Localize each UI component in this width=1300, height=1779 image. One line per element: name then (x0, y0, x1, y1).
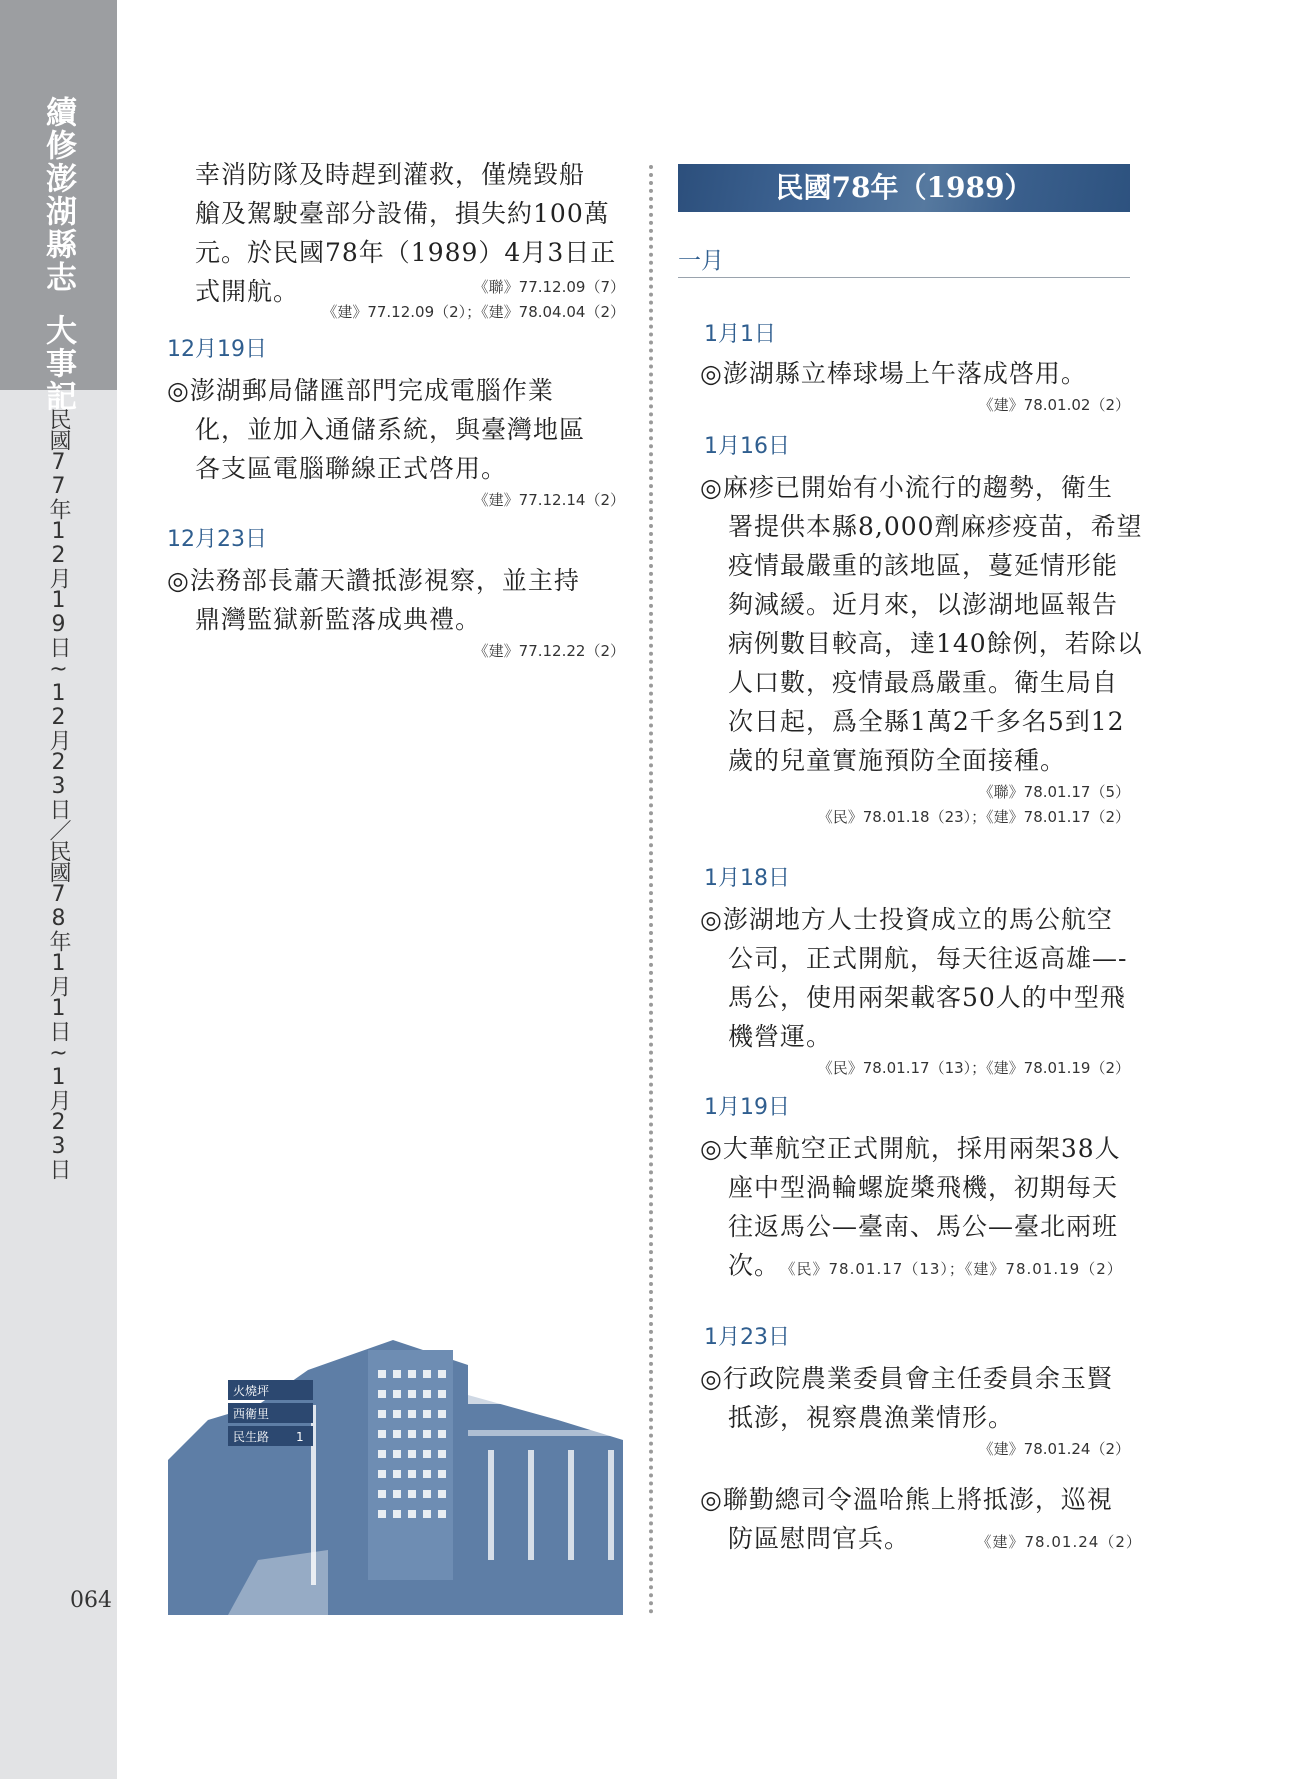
source-citation: 《聯》77.12.09（7） (473, 278, 625, 296)
entry-date: 1月1日 (704, 322, 776, 347)
source-citation: 《聯》78.01.17（5） (978, 783, 1130, 801)
month-heading: 一月 (678, 242, 1130, 278)
text-line (700, 1246, 1130, 1285)
source-citation: 《民》78.01.17（13）；《建》78.01.19（2） (788, 1260, 1123, 1278)
sign-text: 西衛里 (233, 1407, 270, 1421)
text-line: 馬公，使用兩架載客50人的中型飛 (728, 983, 1126, 1012)
entry-date: 1月16日 (704, 434, 790, 459)
column-divider (649, 165, 653, 1615)
source-citation: 《建》78.01.02（2） (978, 396, 1130, 414)
sign-number: 1 (296, 1430, 304, 1444)
text-line: 夠減緩。近月來，以澎湖地區報告 (728, 590, 1119, 619)
book-title-part1: 續修澎湖縣志 (40, 96, 76, 294)
text-line: 鼎灣監獄新監落成典禮。 (195, 605, 482, 634)
entry-date: 12月19日 (167, 337, 267, 362)
text-line: ◎麻疹已開始有小流行的趨勢，衛生 (700, 473, 1113, 502)
left-column (167, 155, 625, 664)
text-line: 艙及駕駛臺部分設備，損失約100萬 (195, 199, 610, 228)
entries (678, 320, 1143, 1558)
source-citation: 《建》77.12.09（2）；《建》78.04.04（2） (322, 303, 625, 321)
text-line: 化，並加入通儲系統，與臺灣地區 (195, 415, 586, 444)
entry-date: 1月19日 (704, 1095, 790, 1120)
entry-text (700, 900, 1130, 1056)
text-line: 疫情最嚴重的該地區，蔓延情形能 (728, 551, 1119, 580)
sign-text: 民生路 (233, 1430, 270, 1444)
text-fragment: 次。 (728, 1251, 781, 1280)
text-line: 幸消防隊及時趕到灌救，僅燒毀船 (195, 160, 586, 189)
date-range: 民國77年12月19日~12月23日／民國78年1月1日~1月23日 (46, 408, 71, 1179)
entry-text (700, 1359, 1130, 1437)
entry-text (700, 354, 1130, 393)
sign-text: 火燒坪 (233, 1384, 270, 1398)
text-line: 歲的兒童實施預防全面接種。 (728, 746, 1067, 775)
entry-date: 1月18日 (704, 866, 790, 891)
entry-date: 12月23日 (167, 527, 267, 552)
book-title-part2: 大事記 (40, 314, 76, 413)
text-line: 抵澎，視察農漁業情形。 (728, 1403, 1015, 1432)
year-banner: 民國78年（1989） (678, 164, 1130, 212)
text-line: 元。於民國78年（1989）4月3日正 (195, 238, 617, 267)
text-line: ◎聯勤總司令溫哈熊上將抵澎，巡視 (700, 1485, 1113, 1514)
entry-text (167, 561, 625, 639)
text-line: 公司，正式開航，每天往返高雄—- (728, 944, 1128, 973)
text-line: 病例數目較高，達140餘例，若除以 (728, 629, 1143, 658)
text-line: 次日起，爲全縣1萬2千多名5到12 (728, 707, 1125, 736)
text-line: 機營運。 (728, 1022, 833, 1051)
source-citation: 《建》78.01.24（2） (978, 1440, 1130, 1458)
source-citation: 《建》77.12.14（2） (473, 491, 625, 509)
text-line: ◎澎湖地方人士投資成立的馬公航空 (700, 905, 1113, 934)
text-line: ◎澎湖郵局儲匯部門完成電腦作業 (167, 376, 554, 405)
source-citation: 《建》77.12.22（2） (473, 642, 625, 660)
text-line: ◎澎湖縣立棒球場上午落成啓用。 (700, 359, 1087, 388)
source-citation: 《民》78.01.17（13）；《建》78.01.19（2） (817, 1059, 1130, 1077)
entry-date: 1月23日 (704, 1325, 790, 1350)
text-line: ◎法務部長蕭天讚抵澎視察，並主持 (167, 566, 580, 595)
page-number: 064 (70, 1588, 112, 1613)
text-line: 座中型渦輪螺旋槳飛機，初期每天 (728, 1173, 1119, 1202)
text-line: 署提供本縣8,000劑麻疹疫苗，希望 (728, 512, 1143, 541)
text-line: ◎大華航空正式開航，採用兩架38人 (700, 1134, 1121, 1163)
building-photo (168, 1310, 623, 1615)
source-citation: 《民》78.01.18（23）；《建》78.01.17（2） (817, 808, 1130, 826)
entry-text (700, 1129, 1130, 1285)
entry-text (700, 1480, 1142, 1558)
text-line: 人口數，疫情最爲嚴重。衛生局自 (728, 668, 1119, 697)
book-title (0, 96, 117, 413)
text-line (700, 1519, 1142, 1558)
entry-text (700, 468, 1143, 780)
text-line: 各支區電腦聯線正式啓用。 (195, 454, 508, 483)
text-fragment: 防區慰問官兵。 (728, 1524, 911, 1553)
entry-text (167, 371, 625, 488)
text-line: ◎行政院農業委員會主任委員余玉賢 (700, 1364, 1113, 1393)
source-citation: 《建》78.01.24（2） (984, 1533, 1142, 1551)
text-line: 式開航。 (195, 277, 300, 306)
text-line: 往返馬公—臺南、馬公—臺北兩班 (728, 1212, 1119, 1241)
